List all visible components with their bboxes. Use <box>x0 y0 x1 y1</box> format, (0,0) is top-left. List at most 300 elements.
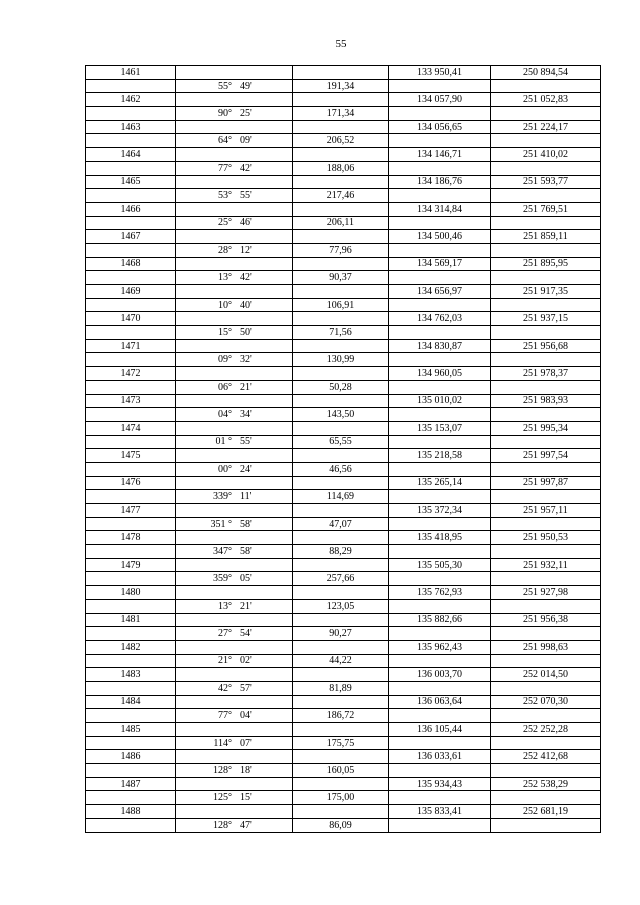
segment-row <box>86 545 601 559</box>
empty-cell <box>86 134 176 148</box>
segment-row <box>86 435 601 449</box>
x-coordinate: 134 186,76 <box>389 175 491 189</box>
point-row <box>86 339 601 353</box>
segment-length: 186,72 <box>293 709 389 723</box>
point-number: 1475 <box>86 449 176 463</box>
y-coordinate: 251 978,37 <box>491 367 601 381</box>
y-coordinate: 251 895,95 <box>491 257 601 271</box>
point-number: 1462 <box>86 93 176 107</box>
direction-angle <box>176 462 293 476</box>
empty-cell <box>491 408 601 422</box>
empty-cell <box>491 709 601 723</box>
y-coordinate: 251 956,68 <box>491 339 601 353</box>
point-row <box>86 613 601 627</box>
angle-minutes: 40' <box>240 299 252 311</box>
segment-length: 71,56 <box>293 326 389 340</box>
segment-row <box>86 408 601 422</box>
angle-minutes: 12' <box>240 244 252 256</box>
empty-cell <box>491 161 601 175</box>
empty-cell <box>86 517 176 531</box>
y-coordinate: 252 538,29 <box>491 777 601 791</box>
segment-row <box>86 572 601 586</box>
point-number: 1484 <box>86 695 176 709</box>
point-number: 1485 <box>86 723 176 737</box>
angle-degrees: 339° <box>213 491 232 503</box>
x-coordinate: 136 003,70 <box>389 668 491 682</box>
empty-cell <box>389 380 491 394</box>
point-number: 1464 <box>86 148 176 162</box>
angle-degrees: 27° <box>218 628 232 640</box>
empty-cell <box>389 627 491 641</box>
direction-angle <box>176 380 293 394</box>
empty-cell <box>176 367 293 381</box>
segment-length: 47,07 <box>293 517 389 531</box>
direction-angle <box>176 818 293 832</box>
angle-degrees: 28° <box>218 244 232 256</box>
angle-degrees: 13° <box>218 600 232 612</box>
y-coordinate: 252 681,19 <box>491 805 601 819</box>
point-row <box>86 285 601 299</box>
empty-cell <box>176 339 293 353</box>
x-coordinate: 134 656,97 <box>389 285 491 299</box>
direction-angle <box>176 408 293 422</box>
x-coordinate: 135 418,95 <box>389 531 491 545</box>
empty-cell <box>176 723 293 737</box>
point-number: 1467 <box>86 230 176 244</box>
x-coordinate: 134 500,46 <box>389 230 491 244</box>
angle-degrees: 15° <box>218 326 232 338</box>
direction-angle <box>176 298 293 312</box>
x-coordinate: 135 833,41 <box>389 805 491 819</box>
x-coordinate: 135 372,34 <box>389 504 491 518</box>
x-coordinate: 135 762,93 <box>389 586 491 600</box>
empty-cell <box>176 230 293 244</box>
empty-cell <box>389 764 491 778</box>
empty-cell <box>86 243 176 257</box>
point-number: 1472 <box>86 367 176 381</box>
segment-row <box>86 654 601 668</box>
empty-cell <box>86 107 176 121</box>
direction-angle <box>176 216 293 230</box>
empty-cell <box>86 572 176 586</box>
angle-minutes: 04' <box>240 710 252 722</box>
direction-angle <box>176 627 293 641</box>
segment-length: 206,52 <box>293 134 389 148</box>
empty-cell <box>176 93 293 107</box>
point-number: 1471 <box>86 339 176 353</box>
segment-length: 217,46 <box>293 189 389 203</box>
direction-angle <box>176 545 293 559</box>
direction-angle <box>176 107 293 121</box>
empty-cell <box>389 736 491 750</box>
y-coordinate: 251 917,35 <box>491 285 601 299</box>
empty-cell <box>86 216 176 230</box>
point-number: 1476 <box>86 476 176 490</box>
angle-degrees: 13° <box>218 272 232 284</box>
empty-cell <box>293 202 389 216</box>
empty-cell <box>389 161 491 175</box>
empty-cell <box>176 202 293 216</box>
empty-cell <box>86 353 176 367</box>
angle-minutes: 57' <box>240 682 252 694</box>
angle-minutes: 49' <box>240 80 252 92</box>
segment-length: 143,50 <box>293 408 389 422</box>
empty-cell <box>491 791 601 805</box>
angle-minutes: 25' <box>240 107 252 119</box>
x-coordinate: 136 063,64 <box>389 695 491 709</box>
empty-cell <box>491 627 601 641</box>
segment-length: 86,09 <box>293 818 389 832</box>
segment-length: 188,06 <box>293 161 389 175</box>
x-coordinate: 134 056,65 <box>389 120 491 134</box>
direction-angle <box>176 271 293 285</box>
direction-angle <box>176 134 293 148</box>
point-row <box>86 257 601 271</box>
empty-cell <box>389 134 491 148</box>
y-coordinate: 251 956,38 <box>491 613 601 627</box>
point-row <box>86 777 601 791</box>
segment-length: 77,96 <box>293 243 389 257</box>
point-row <box>86 202 601 216</box>
empty-cell <box>86 408 176 422</box>
empty-cell <box>491 134 601 148</box>
angle-degrees: 64° <box>218 135 232 147</box>
angle-minutes: 18' <box>240 764 252 776</box>
empty-cell <box>293 640 389 654</box>
segment-length: 175,00 <box>293 791 389 805</box>
empty-cell <box>389 818 491 832</box>
point-number: 1483 <box>86 668 176 682</box>
x-coordinate: 134 830,87 <box>389 339 491 353</box>
point-number: 1461 <box>86 66 176 80</box>
empty-cell <box>389 298 491 312</box>
point-number: 1466 <box>86 202 176 216</box>
point-number: 1470 <box>86 312 176 326</box>
empty-cell <box>176 805 293 819</box>
segment-length: 191,34 <box>293 79 389 93</box>
segment-row <box>86 791 601 805</box>
angle-minutes: 05' <box>240 573 252 585</box>
empty-cell <box>389 79 491 93</box>
empty-cell <box>293 723 389 737</box>
point-number: 1487 <box>86 777 176 791</box>
empty-cell <box>389 243 491 257</box>
segment-length: 206,11 <box>293 216 389 230</box>
empty-cell <box>491 216 601 230</box>
point-row <box>86 175 601 189</box>
point-number: 1480 <box>86 586 176 600</box>
segment-length: 123,05 <box>293 599 389 613</box>
angle-minutes: 55' <box>240 190 252 202</box>
empty-cell <box>176 750 293 764</box>
page-number: 55 <box>335 38 347 50</box>
direction-angle <box>176 572 293 586</box>
empty-cell <box>491 599 601 613</box>
empty-cell <box>389 462 491 476</box>
empty-cell <box>293 805 389 819</box>
angle-minutes: 58' <box>240 545 252 557</box>
segment-row <box>86 627 601 641</box>
point-row <box>86 586 601 600</box>
y-coordinate: 252 252,28 <box>491 723 601 737</box>
angle-minutes: 02' <box>240 655 252 667</box>
empty-cell <box>176 640 293 654</box>
direction-angle <box>176 490 293 504</box>
segment-length: 114,69 <box>293 490 389 504</box>
angle-degrees: 128° <box>213 764 232 776</box>
direction-angle <box>176 599 293 613</box>
empty-cell <box>491 435 601 449</box>
segment-length: 175,75 <box>293 736 389 750</box>
point-row <box>86 531 601 545</box>
empty-cell <box>293 449 389 463</box>
empty-cell <box>491 545 601 559</box>
empty-cell <box>491 189 601 203</box>
y-coordinate: 251 859,11 <box>491 230 601 244</box>
empty-cell <box>176 257 293 271</box>
empty-cell <box>293 421 389 435</box>
segment-length: 50,28 <box>293 380 389 394</box>
y-coordinate: 251 957,11 <box>491 504 601 518</box>
point-number: 1486 <box>86 750 176 764</box>
point-row <box>86 668 601 682</box>
x-coordinate: 135 218,58 <box>389 449 491 463</box>
empty-cell <box>389 435 491 449</box>
empty-cell <box>176 394 293 408</box>
x-coordinate: 135 882,66 <box>389 613 491 627</box>
point-row <box>86 449 601 463</box>
empty-cell <box>491 243 601 257</box>
empty-cell <box>389 709 491 723</box>
empty-cell <box>86 298 176 312</box>
coordinates-table <box>85 65 601 833</box>
point-row <box>86 120 601 134</box>
segment-length: 257,66 <box>293 572 389 586</box>
point-number: 1468 <box>86 257 176 271</box>
x-coordinate: 135 505,30 <box>389 558 491 572</box>
angle-degrees: 125° <box>213 792 232 804</box>
empty-cell <box>293 339 389 353</box>
point-row <box>86 805 601 819</box>
angle-minutes: 58' <box>240 518 252 530</box>
x-coordinate: 136 105,44 <box>389 723 491 737</box>
empty-cell <box>176 476 293 490</box>
angle-degrees: 10° <box>218 299 232 311</box>
empty-cell <box>293 613 389 627</box>
x-coordinate: 135 265,14 <box>389 476 491 490</box>
empty-cell <box>176 120 293 134</box>
segment-length: 81,89 <box>293 681 389 695</box>
point-row <box>86 66 601 80</box>
empty-cell <box>491 326 601 340</box>
empty-cell <box>176 777 293 791</box>
empty-cell <box>491 517 601 531</box>
empty-cell <box>176 504 293 518</box>
empty-cell <box>86 818 176 832</box>
empty-cell <box>176 695 293 709</box>
direction-angle <box>176 791 293 805</box>
point-row <box>86 148 601 162</box>
empty-cell <box>389 189 491 203</box>
angle-degrees: 01 ° <box>215 436 232 448</box>
segment-row <box>86 189 601 203</box>
empty-cell <box>389 216 491 230</box>
angle-degrees: 04° <box>218 409 232 421</box>
angle-minutes: 32' <box>240 354 252 366</box>
point-row <box>86 723 601 737</box>
empty-cell <box>293 695 389 709</box>
x-coordinate: 135 010,02 <box>389 394 491 408</box>
empty-cell <box>389 545 491 559</box>
segment-row <box>86 161 601 175</box>
x-coordinate: 133 950,41 <box>389 66 491 80</box>
direction-angle <box>176 353 293 367</box>
empty-cell <box>86 326 176 340</box>
angle-degrees: 55° <box>218 80 232 92</box>
angle-minutes: 11' <box>240 491 252 503</box>
segment-row <box>86 353 601 367</box>
angle-degrees: 351 ° <box>210 518 232 530</box>
point-number: 1482 <box>86 640 176 654</box>
y-coordinate: 251 998,63 <box>491 640 601 654</box>
empty-cell <box>389 517 491 531</box>
empty-cell <box>491 681 601 695</box>
angle-minutes: 42' <box>240 162 252 174</box>
empty-cell <box>389 408 491 422</box>
empty-cell <box>176 668 293 682</box>
point-number: 1463 <box>86 120 176 134</box>
empty-cell <box>389 654 491 668</box>
empty-cell <box>86 189 176 203</box>
segment-row <box>86 736 601 750</box>
y-coordinate: 251 995,34 <box>491 421 601 435</box>
empty-cell <box>176 148 293 162</box>
point-row <box>86 695 601 709</box>
segment-row <box>86 107 601 121</box>
empty-cell <box>293 230 389 244</box>
x-coordinate: 134 146,71 <box>389 148 491 162</box>
angle-minutes: 50' <box>240 326 252 338</box>
empty-cell <box>176 558 293 572</box>
empty-cell <box>491 107 601 121</box>
direction-angle <box>176 435 293 449</box>
point-row <box>86 230 601 244</box>
empty-cell <box>293 558 389 572</box>
empty-cell <box>176 175 293 189</box>
y-coordinate: 251 937,15 <box>491 312 601 326</box>
segment-row <box>86 764 601 778</box>
angle-degrees: 77° <box>218 710 232 722</box>
empty-cell <box>389 681 491 695</box>
empty-cell <box>86 654 176 668</box>
empty-cell <box>491 654 601 668</box>
segment-length: 160,05 <box>293 764 389 778</box>
empty-cell <box>389 326 491 340</box>
point-row <box>86 93 601 107</box>
empty-cell <box>86 380 176 394</box>
x-coordinate: 134 569,17 <box>389 257 491 271</box>
empty-cell <box>491 298 601 312</box>
direction-angle <box>176 161 293 175</box>
angle-minutes: 21' <box>240 600 252 612</box>
angle-minutes: 55' <box>240 436 252 448</box>
empty-cell <box>86 736 176 750</box>
empty-cell <box>293 476 389 490</box>
angle-minutes: 15' <box>240 792 252 804</box>
empty-cell <box>389 353 491 367</box>
point-number: 1465 <box>86 175 176 189</box>
x-coordinate: 134 314,84 <box>389 202 491 216</box>
y-coordinate: 251 052,83 <box>491 93 601 107</box>
y-coordinate: 251 224,17 <box>491 120 601 134</box>
y-coordinate: 250 894,54 <box>491 66 601 80</box>
empty-cell <box>491 818 601 832</box>
x-coordinate: 134 960,05 <box>389 367 491 381</box>
point-number: 1477 <box>86 504 176 518</box>
point-row <box>86 558 601 572</box>
x-coordinate: 134 057,90 <box>389 93 491 107</box>
y-coordinate: 252 070,30 <box>491 695 601 709</box>
y-coordinate: 251 769,51 <box>491 202 601 216</box>
empty-cell <box>86 435 176 449</box>
empty-cell <box>176 586 293 600</box>
y-coordinate: 251 927,98 <box>491 586 601 600</box>
empty-cell <box>293 394 389 408</box>
y-coordinate: 252 412,68 <box>491 750 601 764</box>
empty-cell <box>86 681 176 695</box>
segment-row <box>86 134 601 148</box>
empty-cell <box>86 545 176 559</box>
empty-cell <box>176 613 293 627</box>
segment-length: 88,29 <box>293 545 389 559</box>
empty-cell <box>389 107 491 121</box>
empty-cell <box>176 421 293 435</box>
empty-cell <box>86 709 176 723</box>
point-row <box>86 367 601 381</box>
empty-cell <box>389 271 491 285</box>
empty-cell <box>293 175 389 189</box>
empty-cell <box>293 257 389 271</box>
angle-degrees: 00° <box>218 463 232 475</box>
point-number: 1481 <box>86 613 176 627</box>
empty-cell <box>176 285 293 299</box>
direction-angle <box>176 79 293 93</box>
empty-cell <box>293 586 389 600</box>
angle-degrees: 09° <box>218 354 232 366</box>
point-row <box>86 504 601 518</box>
empty-cell <box>293 777 389 791</box>
segment-length: 171,34 <box>293 107 389 121</box>
point-row <box>86 421 601 435</box>
x-coordinate: 136 033,61 <box>389 750 491 764</box>
angle-degrees: 90° <box>218 107 232 119</box>
segment-row <box>86 517 601 531</box>
empty-cell <box>491 572 601 586</box>
segment-length: 130,99 <box>293 353 389 367</box>
point-row <box>86 750 601 764</box>
direction-angle <box>176 764 293 778</box>
point-row <box>86 394 601 408</box>
x-coordinate: 135 153,07 <box>389 421 491 435</box>
angle-minutes: 46' <box>240 217 252 229</box>
segment-row <box>86 380 601 394</box>
empty-cell <box>293 120 389 134</box>
empty-cell <box>491 271 601 285</box>
point-row <box>86 640 601 654</box>
point-row <box>86 476 601 490</box>
segment-row <box>86 216 601 230</box>
empty-cell <box>176 531 293 545</box>
